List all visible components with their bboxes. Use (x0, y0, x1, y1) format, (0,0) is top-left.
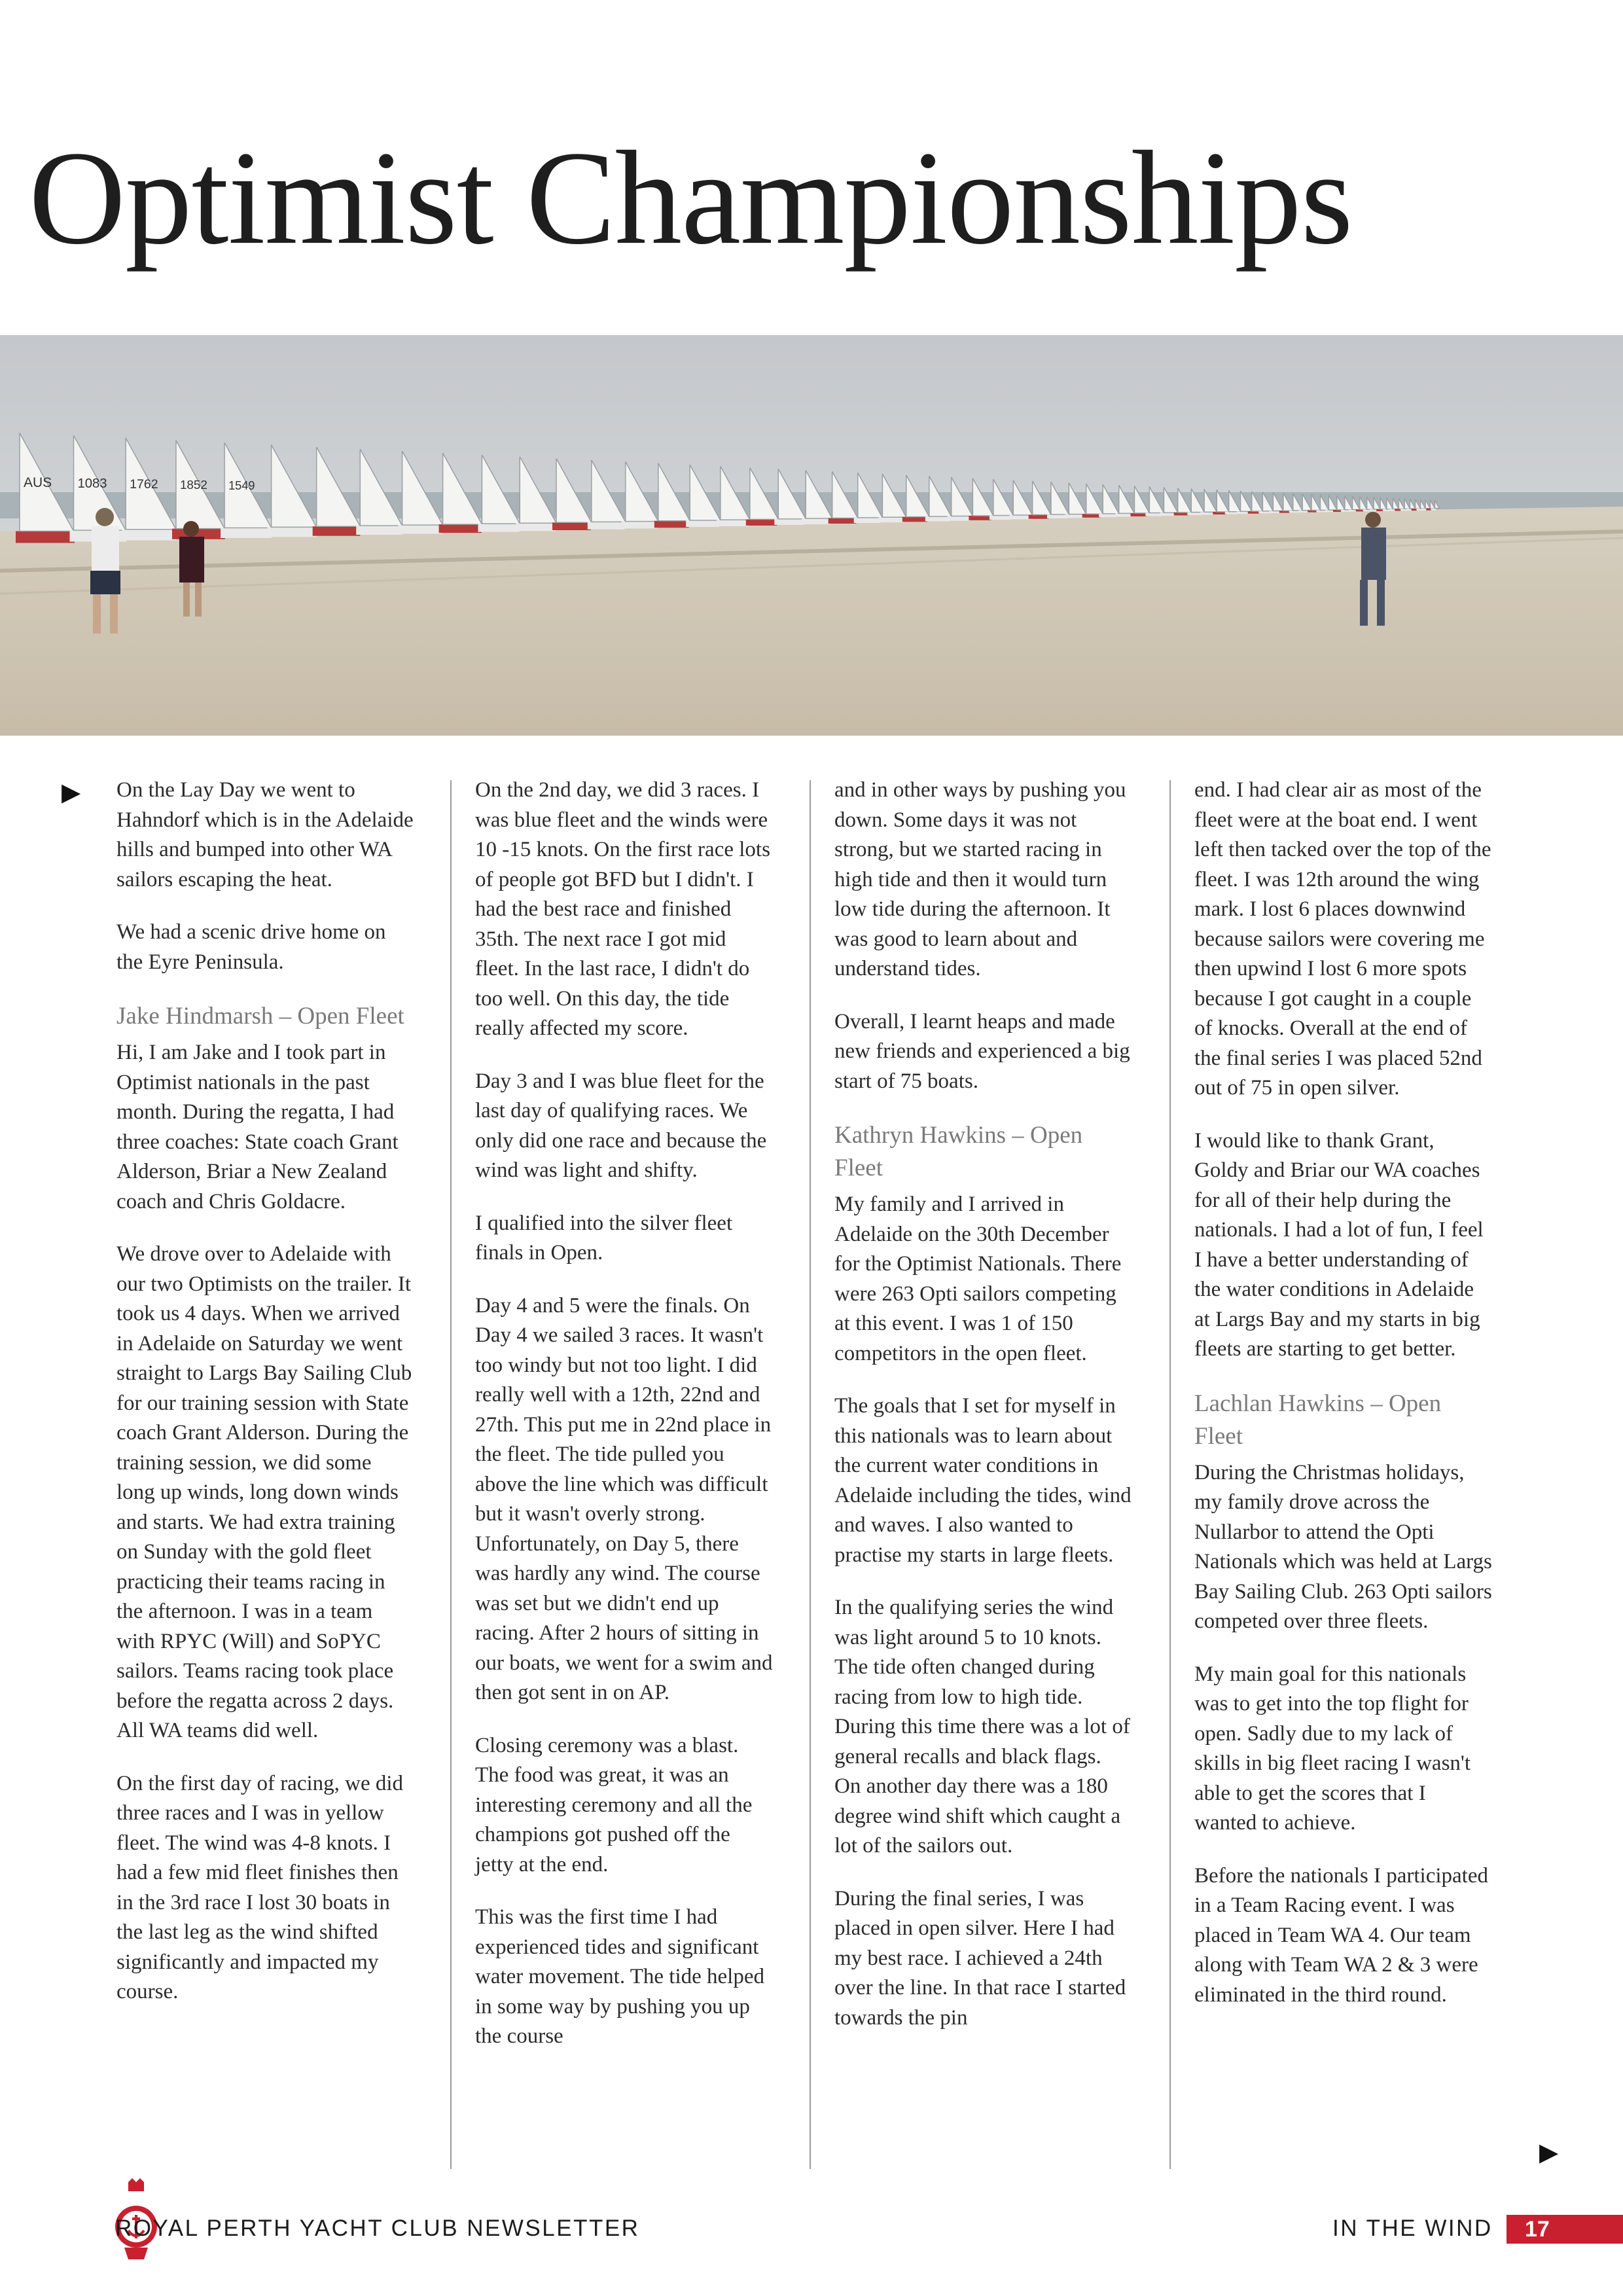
dinghy-hull (802, 518, 830, 524)
dinghy-hull (122, 529, 177, 541)
sail-number: AUS (24, 475, 52, 491)
dinghy-hull (1009, 515, 1030, 519)
dinghy-hull (268, 527, 317, 537)
author-heading: Jake Hindmarsh – Open Fleet (116, 1003, 404, 1030)
paragraph: During the Christmas holidays, my family drove across the Nullarbor to attend the Opti Nationals which was held at Largs Bay Sailing Club. 263 Opti sailors competed over three fleets. (1194, 1460, 1492, 1633)
newsletter-name: ROYAL PERTH YACHT CLUB NEWSLETTER (115, 2215, 640, 2241)
paragraph: On the 2nd day, we did 3 races. I was blue fleet and the winds were 10 -15 knots. On the first race lots of people got BFD but I didn't. I had the best race and finished 35th. The next race I got mid fleet. In the last race, I didn't do too well. On this day, the tide really affected my score. (475, 778, 770, 1040)
beach-photo (0, 335, 1623, 736)
page-number: 17 (1507, 2215, 1623, 2244)
column-divider (450, 780, 452, 2169)
dinghy-hull (854, 518, 881, 523)
paragraph: We drove over to Adelaide with our two Optimists on the trailer. It took us 4 days. When we arrived in Adelaide on Saturday we went straight to Largs Bay Sailing Club for our training session with State coach Grant Alderson. During the training session, we did some long up winds, long down winds and starts. We had extra training on Sunday with the gold fleet practicing their teams racing in the afternoon. I was in a team with RPYC (Will) and SoPYC sailors. Teams racing took place before the regatta across 2 days. All WA teams did well. (116, 1242, 412, 1742)
paragraph: Hi, I am Jake and I took part in Optimist nationals in the past month. During the regatta, I had three coaches: State coach Grant Alderson, Briar a New Zealand coach and Chris Goldacre. (116, 1041, 399, 1213)
paragraph: This was the first time I had experienced tides and significant water movement. The tide helped in some way by pushing you up the course (475, 1905, 764, 2048)
arrow-right-icon: ▶ (1539, 2139, 1559, 2166)
dinghy-hull (902, 517, 927, 522)
dinghy-hull (1115, 513, 1132, 516)
column-3 (834, 776, 1132, 2033)
column-divider (810, 780, 811, 2169)
section-name: IN THE WIND (1332, 2215, 1493, 2241)
paragraph: My main goal for this nationals was to get into the top flight for open. Sadly due to my lack of skills in big fleet racing I wasn't able to get the scores that I wanted to achieve. (1194, 1662, 1471, 1835)
dinghy-hull (588, 522, 625, 529)
dinghy-hull (878, 517, 904, 522)
author-heading: Lachlan Hawkins – Open Fleet (1194, 1390, 1442, 1450)
dinghy-hull (622, 522, 658, 529)
dinghy-hull (1082, 514, 1101, 518)
paragraph: Day 4 and 5 were the finals. On Day 4 we sailed 3 races. It wasn't too windy but not too light. I did really well with a 12th, 22nd and 27th. This put me in 22nd place in the fleet. The tide pulled you above the line which was difficult but it wasn't overly strong. Unfortunately, on Day 5, there was hardly any wind. The course was set but we didn't end up racing. After 2 hours of sitting in our boats, we went for a swim and then got sent in on AP. (475, 1293, 773, 1704)
sail-number: 1083 (77, 476, 107, 492)
dinghy-hull (1099, 514, 1116, 517)
column-divider (1169, 780, 1171, 2169)
column-4 (1194, 776, 1492, 2010)
dinghy-hull (654, 521, 689, 528)
dinghy-hull (1065, 514, 1084, 518)
author-heading: Kathryn Hawkins – Open Fleet (834, 1122, 1083, 1181)
paragraph: On the first day of racing, we did three races and I was in yellow fleet. The wind was 4-8 knots. I had a few mid fleet finishes then in the 3rd race I lost 30 boats in the last leg as the wind shifted significantly and impacted my course. (116, 1771, 404, 2003)
paragraph: During the final series, I was placed in open silver. Here I had my best race. I achieved a 24th over the line. In that race I started towards the pin (834, 1886, 1126, 2030)
sail-number: 1852 (179, 478, 207, 492)
dinghy-hull (717, 520, 749, 526)
dinghy-hull (990, 516, 1011, 520)
dinghy-hull (948, 516, 971, 521)
column-2 (475, 776, 773, 2052)
dinghy-hull (16, 531, 75, 543)
dinghy-hull (925, 516, 950, 521)
paragraph: Before the nationals I participated in a Team Racing event. I was placed in Team WA 4. Our team along with Team WA 2 & 3 were eliminated in the third round. (1194, 1863, 1488, 2007)
sail-number: 1549 (228, 478, 255, 492)
paragraph: Overall, I learnt heaps and made new friends and experienced a big start of 75 boats. (834, 1009, 1130, 1093)
arrow-right-icon: ▶ (62, 779, 81, 806)
dinghy-hull (399, 525, 443, 534)
dinghy-hull (1047, 514, 1067, 518)
dinghy-hull (313, 526, 361, 536)
page-title: Optimist Championships (29, 124, 1353, 272)
dinghy-hull (478, 524, 519, 532)
paragraph: and in other ways by pushing you down. Some days it was not strong, but we started racing in high tide and then it would turn low tide during the afternoon. It was good to learn about and understand tides. (834, 778, 1126, 980)
dinghy-hull (774, 519, 804, 525)
dinghy-hull (969, 516, 991, 520)
paragraph: Closing ceremony was a blast. The food was great, it was an interesting ceremony and all the champions got pushed off the jetty at the end. (475, 1733, 753, 1876)
paragraph: Day 3 and I was blue fleet for the last day of qualifying races. We only did one race and because the wind was light and shifty. (475, 1069, 767, 1182)
paragraph: I would like to thank Grant, Goldy and Briar our WA coaches for all of their help during the nationals. I had a lot of fun, I feel I have a better understanding of the water conditions in Adelaide at Largs Bay and my starts in big fleets are starting to get better. (1194, 1128, 1484, 1361)
sail-number: 1762 (130, 477, 158, 492)
dinghy-hull (221, 528, 272, 538)
column-1 (116, 776, 414, 2007)
dinghy-hull (1029, 515, 1049, 519)
paragraph: On the Lay Day we went to Hahndorf which is in the Adelaide hills and bumped into other WA sailors escaping the heat. (116, 778, 414, 891)
paragraph: We had a scenic drive home on the Eyre Peninsula. (116, 920, 386, 974)
paragraph: In the qualifying series the wind was light around 5 to 10 knots. The tide often changed during racing from low to high tide. During this time there was a lot of general recalls and black flags. On another day there was a 180 degree wind shift which caught a lot of the sailors out. (834, 1596, 1130, 1857)
paragraph: The goals that I set for myself in this nationals was to learn about the current water conditions in Adelaide including the tides, wind and waves. I also wanted to practise my starts in large fleets. (834, 1394, 1132, 1567)
paragraph: end. I had clear air as most of the fleet were at the boat end. I went left then tacked over the top of the fleet. I was 12th around the wing mark. I lost 6 places downwind because sailors were covering me then upwind I lost 6 more spots because I got caught in a couple of knocks. Overall at the end of the final series I was placed 52nd out of 75 in open silver. (1194, 778, 1491, 1100)
dinghy-hull (686, 520, 719, 527)
dinghy-hull (516, 523, 556, 531)
dinghy-hull (829, 518, 857, 524)
dinghy-hull (746, 520, 777, 526)
paragraph: My family and I arrived in Adelaide on the 30th December for the Optimist Nationals. There were 263 Opti sailors competing at this event. I was 1 of 150 competitors in the open fleet. (834, 1193, 1122, 1365)
dinghy-hull (356, 526, 402, 535)
dinghy-hull (439, 524, 482, 533)
dinghy-hull (552, 522, 591, 530)
paragraph: I qualified into the silver fleet finals in Open. (475, 1211, 733, 1265)
